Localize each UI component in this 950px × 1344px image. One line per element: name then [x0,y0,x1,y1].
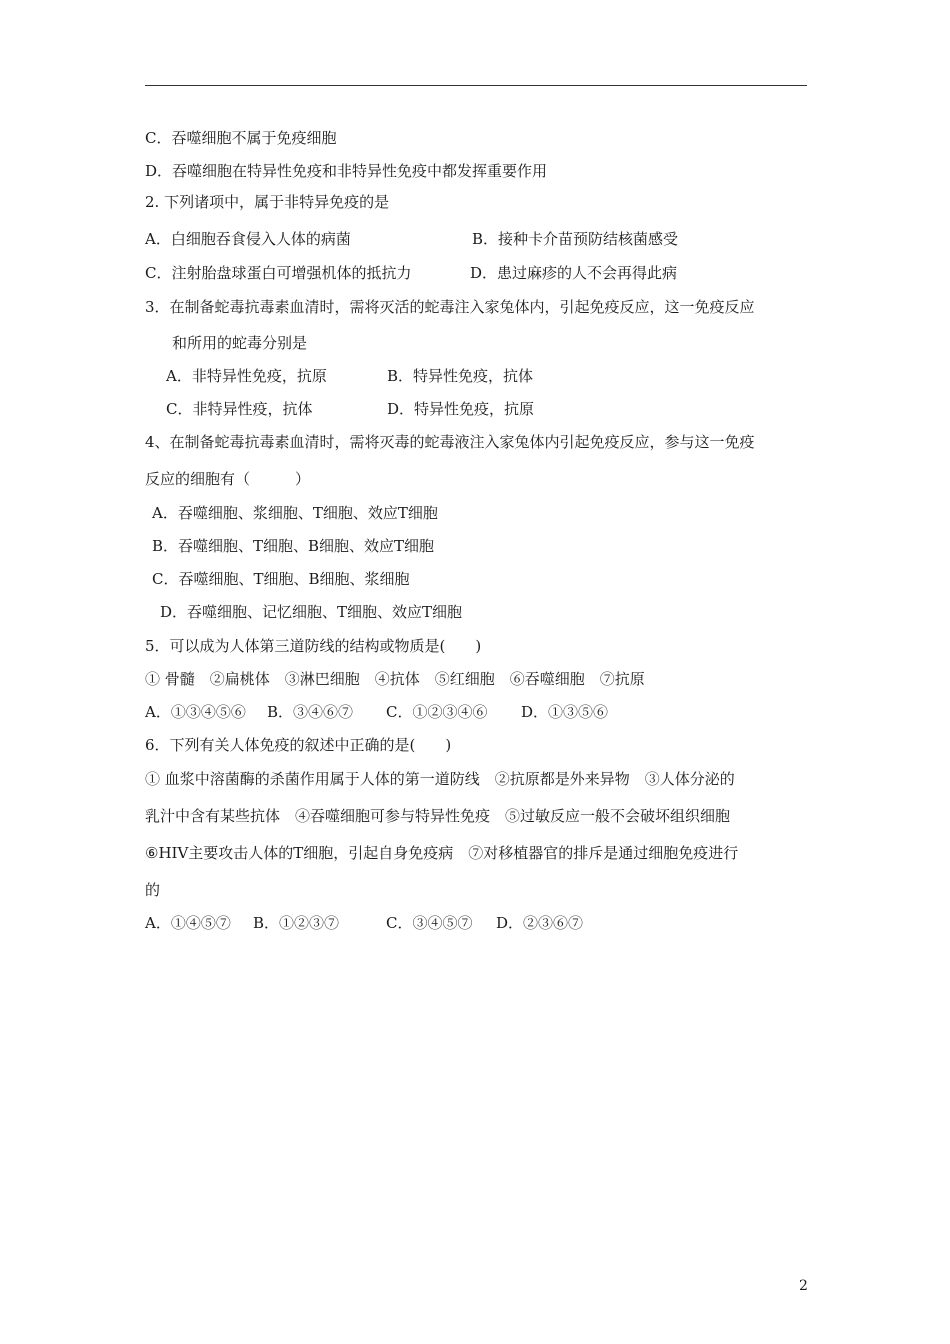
q6-statement-line4: 的 [145,881,161,899]
q5-option-d: D．①③⑤⑥ [521,703,609,721]
q5-stem: 5．可以成为人体第三道防线的结构或物质是( ) [145,637,482,655]
q6-option-b: B．①②③⑦ [253,914,340,932]
q6-option-d: D．②③⑥⑦ [496,914,584,932]
q1-option-c: C．吞噬细胞不属于免疫细胞 [145,129,337,147]
q1-option-d: D．吞噬细胞在特异性免疫和非特异性免疫中都发挥重要作用 [145,162,548,180]
q5-option-b: B．③④⑥⑦ [267,703,354,721]
q5-items: ① 骨髓 ②扁桃体 ③淋巴细胞 ④抗体 ⑤红细胞 ⑥吞噬细胞 ⑦抗原 [145,670,645,688]
q2-option-d: D．患过麻疹的人不会再得此病 [470,264,678,282]
q6-statement-line2: 乳汁中含有某些抗体 ④吞噬细胞可参与特异性免疫 ⑤过敏反应一般不会破坏组织细胞 [145,807,731,825]
q2-stem: 2. 下列诸项中，属于非特异免疫的是 [145,193,390,211]
q6-option-c: C．③④⑤⑦ [386,914,473,932]
q5-option-a: A．①③④⑤⑥ [145,703,246,721]
q4-option-b: B．吞噬细胞、T细胞、B细胞、效应T细胞 [152,537,435,555]
page-number: 2 [799,1278,808,1294]
q2-option-c: C．注射胎盘球蛋白可增强机体的抵抗力 [145,264,412,282]
q5-option-c: C．①②③④⑥ [386,703,488,721]
q4-option-c: C．吞噬细胞、T细胞、B细胞、浆细胞 [152,570,410,588]
q3-option-b: B．特异性免疫，抗体 [387,367,534,385]
q2-option-a: A．白细胞吞食侵入人体的病菌 [145,230,351,248]
q4-stem-line2: 反应的细胞有（ ） [145,470,311,488]
header-rule [145,85,807,86]
q3-option-d: D．特异性免疫，抗原 [387,400,535,418]
q6-stem: 6．下列有关人体免疫的叙述中正确的是( ) [145,736,452,754]
q6-statement-line3: ⑥HIV主要攻击人体的T细胞，引起自身免疫病 ⑦对移植器官的排斥是通过细胞免疫进行 [145,844,739,862]
q2-option-b: B．接种卡介苗预防结核菌感受 [472,230,679,248]
q6-statement-line1: ① 血浆中溶菌酶的杀菌作用属于人体的第一道防线 ②抗原都是外来异物 ③人体分泌的 [145,770,735,788]
q3-option-a: A．非特异性免疫，抗原 [166,367,327,385]
q4-option-a: A．吞噬细胞、浆细胞、T细胞、效应T细胞 [152,504,438,522]
q3-stem-line2: 和所用的蛇毒分别是 [172,334,308,352]
q6-option-a: A．①④⑤⑦ [145,914,231,932]
q3-option-c: C．非特异性疫，抗体 [166,400,313,418]
q4-stem-line1: 4、在制备蛇毒抗毒素血清时，需将灭毒的蛇毒液注入家兔体内引起免疫反应，参与这一免疫 [145,433,755,451]
q4-option-d: D．吞噬细胞、记忆细胞、T细胞、效应T细胞 [160,603,463,621]
q3-stem-line1: 3．在制备蛇毒抗毒素血清时，需将灭活的蛇毒注入家兔体内，引起免疫反应，这一免疫反应 [145,298,755,316]
